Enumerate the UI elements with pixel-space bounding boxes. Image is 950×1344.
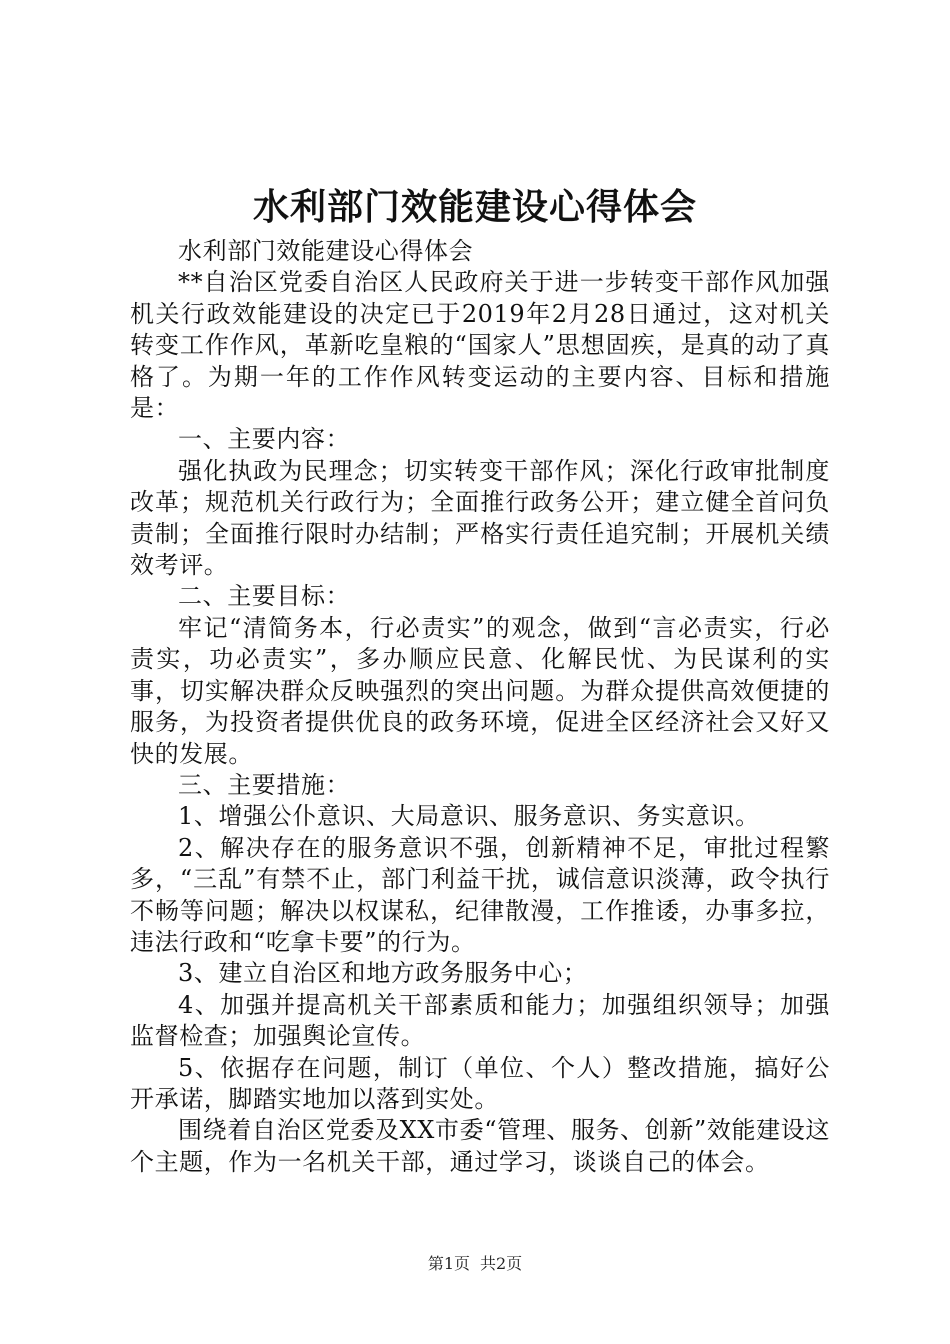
measure-item-2: 2、解决存在的服务意识不强，创新精神不足，审批过程繁多，“三乱”有禁不止，部门利益干扰，诚信意识淡薄，政令执行不畅等问题；解决以权谋私，纪律散漫，工作推诿，办事多拉，违法行政和“吃拿卡要”的行为。: [130, 833, 830, 956]
measure-item-5: 5、依据存在问题，制订（单位、个人）整改措施，搞好公开承诺，脚踏实地加以落到实处。: [130, 1053, 830, 1113]
section-heading-content: 一、主要内容：: [178, 425, 351, 454]
document-title: 水利部门效能建设心得体会: [252, 187, 697, 228]
measure-item-3: 3、建立自治区和地方政务服务中心；: [178, 959, 588, 988]
paragraph-subtitle: 水利部门效能建设心得体会: [178, 237, 474, 265]
section-heading-goals: 二、主要目标：: [178, 582, 351, 611]
page-footer: [0, 1254, 950, 1274]
page-total: 共2页: [480, 1254, 523, 1273]
measure-item-4: 4、加强并提高机关干部素质和能力；加强组织领导；加强监督检查；加强舆论宣传。: [130, 990, 830, 1051]
document-body: [130, 236, 830, 1178]
page-number: 第1页: [427, 1254, 470, 1273]
paragraph-content: 强化执政为民理念；切实转变干部作风；深化行政审批制度改革；规范机关行政行为；全面推行政务公开；建立健全首问负责制；全面推行限时办结制；严格实行责任追究制；开展机关绩效考评。: [130, 456, 830, 580]
section-heading-measures: 三、主要措施：: [178, 770, 351, 799]
paragraph-goals: 牢记“清简务本，行必责实”的观念，做到“言必责实，行必责实，功必责实”，多办顺应民意、化解民忧、为民谋利的实事，切实解决群众反映强烈的突出问题。为群众提供高效便捷的服务，为投资者提供优良的政务环境，促进全区经济社会又好又快的发展。: [130, 613, 830, 768]
paragraph-intro: **自治区党委自治区人民政府关于进一步转变干部作风加强机关行政效能建设的决定已于2019年2月28日通过，这对机关转变工作作风，革新吃皇粮的“国家人”思想固疾，是真的动了真格了。为期一年的工作作风转变运动的主要内容、目标和措施是：: [130, 268, 830, 423]
measure-item-1: 1、增强公仆意识、大局意识、服务意识、务实意识。: [178, 802, 760, 831]
paragraph-closing: 围绕着自治区党委及XX市委“管理、服务、创新”效能建设这个主题，作为一名机关干部，通过学习，谈谈自己的体会。: [130, 1116, 830, 1176]
